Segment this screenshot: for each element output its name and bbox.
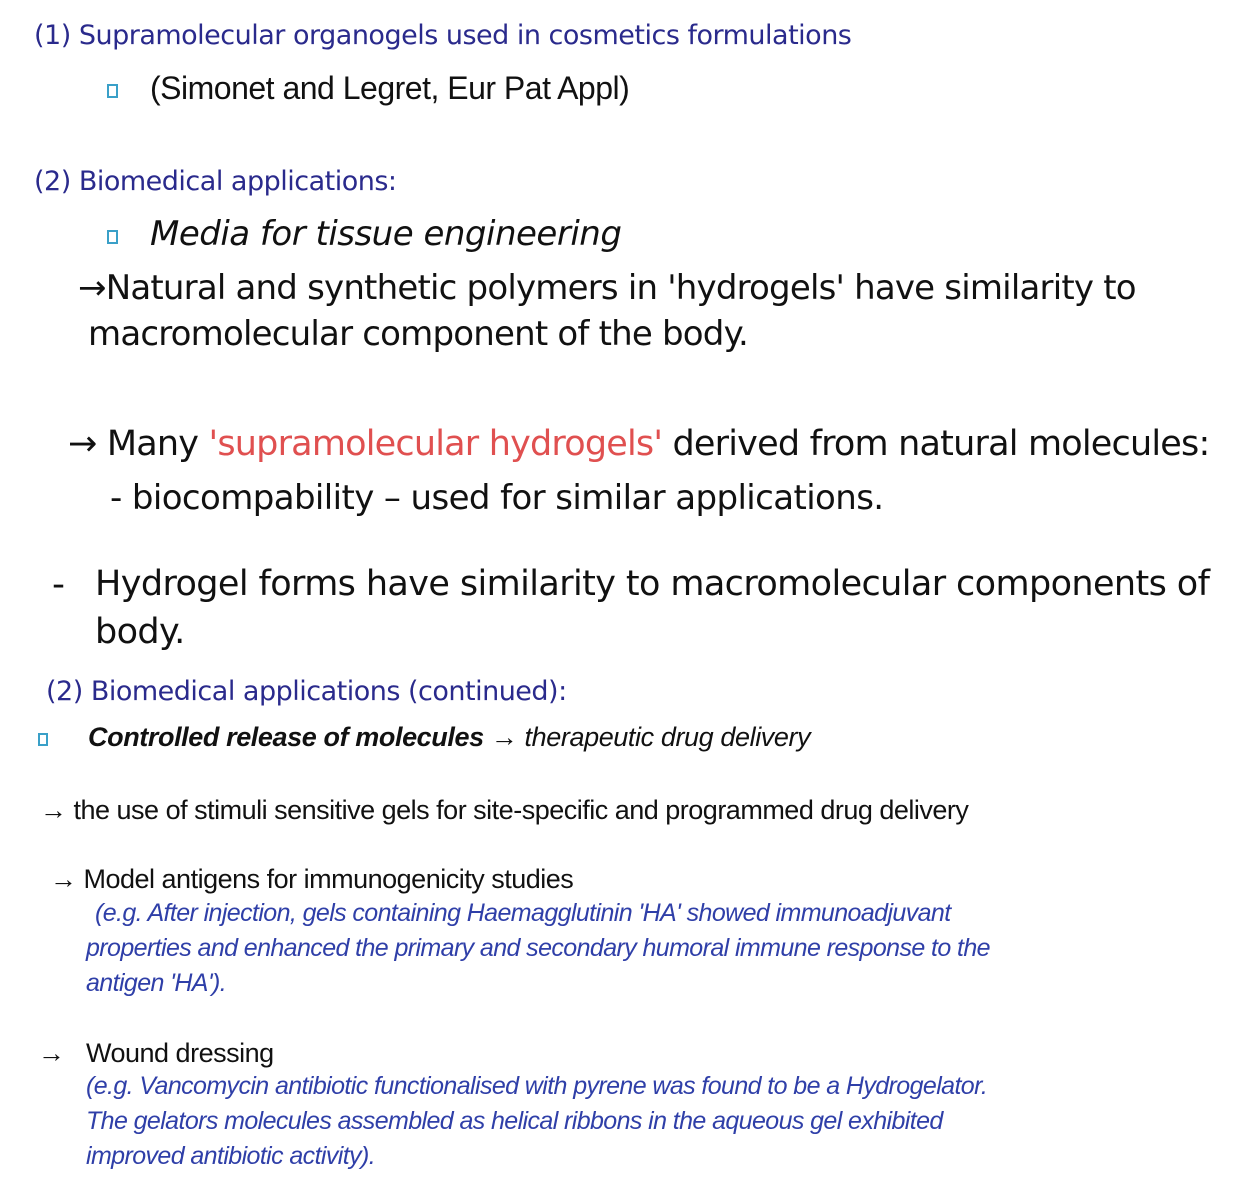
drug-delivery-label: → therapeutic drug delivery xyxy=(483,722,811,752)
controlled-release-label: Controlled release of molecules xyxy=(88,722,484,752)
wound-example-line-3: improved antibiotic activity). xyxy=(86,1142,376,1170)
wound-dressing-title: Wound dressing xyxy=(86,1038,274,1068)
square-bullet-icon xyxy=(38,733,48,746)
arrow-prefix: → Many xyxy=(68,424,209,464)
controlled-release-bullet xyxy=(88,722,810,753)
polymers-line-2: macromolecular component of the body. xyxy=(88,314,749,354)
wound-example-line-2: The gelators molecules assembled as helical ribbons in the aqueous gel exhibited xyxy=(86,1107,943,1135)
antigens-title: → Model antigens for immunogenicity studies xyxy=(50,864,574,894)
section2-continued-heading: (2) Biomedical applications (continued): xyxy=(46,676,567,707)
biocompatibility-line: - biocompability – used for similar applications. xyxy=(110,478,884,518)
stimuli-line: → the use of stimuli sensitive gels for site-specific and programmed drug delivery xyxy=(40,795,969,825)
dash-marker: - xyxy=(52,564,65,605)
section1-heading: (1) Supramolecular organogels used in cosmetics formulations xyxy=(34,20,852,51)
supramolecular-hydrogels-line xyxy=(68,424,1209,464)
antigens-example-line-2: properties and enhanced the primary and secondary humoral immune response to the xyxy=(86,934,990,962)
square-bullet-icon xyxy=(107,84,118,98)
hydrogel-forms-line-1: Hydrogel forms have similarity to macromolecular components of xyxy=(95,564,1210,604)
arrow-suffix: derived from natural molecules: xyxy=(662,424,1210,464)
wound-arrow: → xyxy=(38,1038,65,1068)
hydrogel-forms-line-2: body. xyxy=(95,612,185,652)
tissue-engineering-bullet: Media for tissue engineering xyxy=(150,214,622,254)
antigens-example-line-3: antigen 'HA'). xyxy=(86,969,227,997)
square-bullet-icon xyxy=(107,230,118,244)
section2-heading: (2) Biomedical applications: xyxy=(34,166,397,197)
section1-reference: (Simonet and Legret, Eur Pat Appl) xyxy=(150,70,630,106)
antigens-example-line-1: (e.g. After injection, gels containing Haemagglutinin 'HA' showed immunoadjuvant xyxy=(95,899,951,927)
polymers-line-1: →Natural and synthetic polymers in 'hydrogels' have similarity to xyxy=(78,268,1136,308)
wound-example-line-1: (e.g. Vancomycin antibiotic functionalised with pyrene was found to be a Hydrogelator. xyxy=(86,1072,988,1100)
highlight-term: 'supramolecular hydrogels' xyxy=(208,424,663,464)
